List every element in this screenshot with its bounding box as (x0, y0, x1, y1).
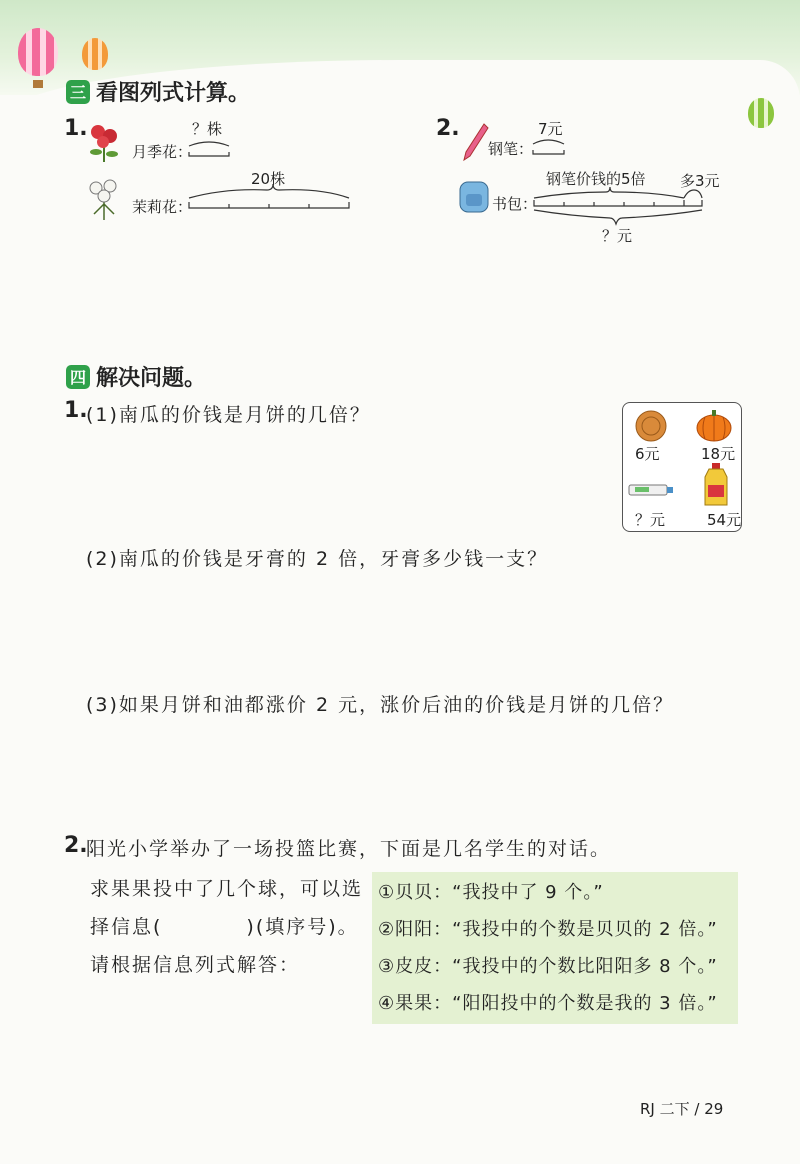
pen-icon (460, 120, 490, 164)
info-item-2: ②阳阳：“我投中的个数是贝贝的 2 倍。” (378, 919, 718, 940)
pen-bar (530, 134, 570, 156)
rose-icon (86, 120, 122, 164)
section4-title: 解决问题。 (96, 366, 207, 391)
rose-unknown: ？株 (192, 120, 223, 138)
balloon-pink-icon (18, 28, 58, 76)
pen-price: 7元 (538, 120, 563, 138)
section4-heading (66, 361, 206, 392)
balloon-pink-basket-icon (33, 80, 43, 88)
multiple-label: 钢笔价钱的5倍 (546, 170, 646, 188)
price-oil: 54元 (707, 511, 742, 529)
problem4-2-line2: 择信息( )(填序号)。 (90, 916, 359, 938)
toothpaste-icon (627, 479, 677, 499)
balloon-green-icon (748, 98, 774, 128)
section3-heading (66, 76, 250, 107)
jasmine-bar (185, 184, 355, 212)
mooncake-icon (633, 409, 669, 443)
price-mooncake: 6元 (635, 445, 660, 463)
pumpkin-icon (695, 409, 733, 443)
more-label: 多3元 (680, 172, 720, 190)
problem4-2-intro: 阳光小学举办了一场投篮比赛，下面是几名学生的对话。 (86, 838, 612, 860)
problem4-1-number: 1. (64, 398, 88, 423)
price-toothpaste: ？元 (635, 511, 666, 529)
jasmine-label: 茉莉花： (132, 198, 193, 216)
dialogue-info-box (372, 872, 738, 1024)
info-item-1: ①贝贝：“我投中了 9 个。” (378, 882, 604, 903)
page-footer: RJ 二下 / 29 (640, 1100, 724, 1118)
jasmine-total: 20株 (251, 170, 286, 188)
jasmine-icon (86, 178, 122, 222)
problem4-1-q1: (1)南瓜的价钱是月饼的几倍？ (86, 404, 371, 426)
balloon-orange-icon (82, 38, 108, 70)
bag-label: 书包： (492, 195, 538, 213)
rose-label: 月季花： (132, 143, 193, 161)
rose-bar (185, 136, 235, 158)
problem4-2-line1: 求果果投中了几个球，可以选 (90, 878, 364, 900)
section3-badge: 三 (66, 80, 90, 104)
price-pumpkin: 18元 (701, 445, 736, 463)
schoolbag-icon (456, 176, 492, 216)
problem4-1-q3: (3)如果月饼和油都涨价 2 元，涨价后油的价钱是月饼的几倍？ (86, 694, 675, 716)
info-item-3: ③皮皮：“我投中的个数比阳阳多 8 个。” (378, 956, 718, 977)
problem4-1-q2: (2)南瓜的价钱是牙膏的 2 倍，牙膏多少钱一支？ (86, 548, 549, 570)
section4-badge: 四 (66, 365, 90, 389)
total-unknown: ？元 (602, 227, 633, 245)
price-box (622, 402, 742, 532)
problem4-2-line3: 请根据信息列式解答： (90, 954, 301, 976)
info-item-4: ④果果：“阳阳投中的个数是我的 3 倍。” (378, 993, 718, 1014)
problem3-2-number: 2. (436, 116, 460, 141)
problem3-1-number: 1. (64, 116, 88, 141)
pen-label: 钢笔： (488, 140, 534, 158)
oil-bottle-icon (701, 461, 731, 507)
problem4-2-number: 2. (64, 833, 88, 858)
section3-title: 看图列式计算。 (96, 81, 251, 106)
